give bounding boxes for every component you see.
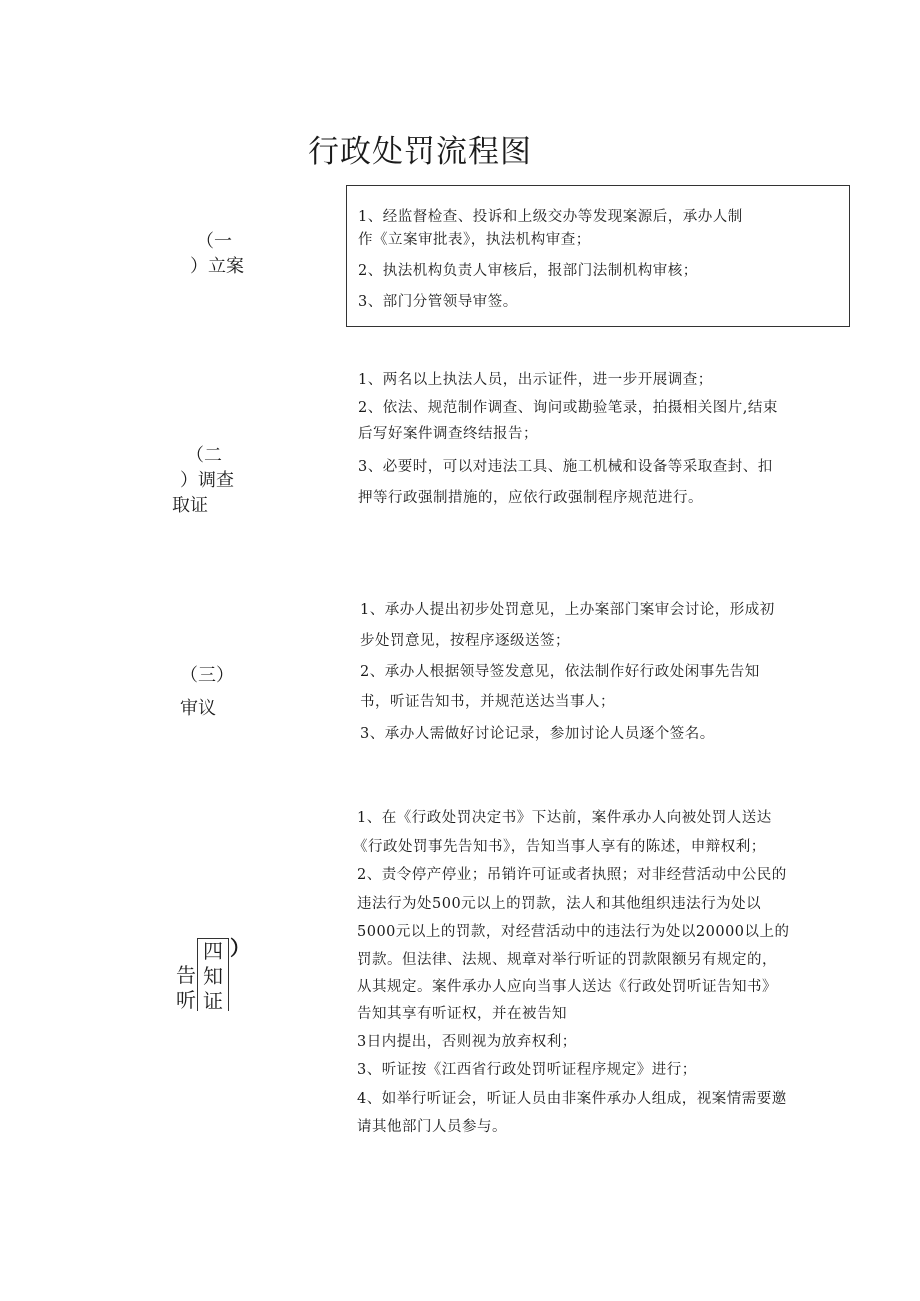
stage-2-line: 2、依法、规范制作调查、询问或勘验笔录，拍摄相关图片,结束 [358, 400, 778, 416]
stage-4-label-box: 四 知 证 [197, 938, 229, 1011]
stage-4-line: 1、在《行政处罚决定书》下达前，案件承办人向被处罚人送达 [357, 810, 772, 826]
stage-4-line: 请其他部门人员参与。 [357, 1119, 507, 1135]
stage-3-line: 书，听证告知书，并规范送达当事人； [360, 694, 615, 710]
stage-4-line: 3日内提出，否则视为放弃权利； [357, 1034, 577, 1050]
stage-3-line: 2、承办人根据领导签发意见，依法制作好行政处闲事先告知 [360, 664, 760, 680]
stage-4-line: 4、如举行听证会，听证人员由非案件承办人组成，视案情需要邀 [357, 1091, 787, 1107]
stage-4-label-paren: ） [230, 936, 250, 960]
stage-4-line: 违法行为处500元以上的罚款，法人和其他组织违法行为处以 [357, 896, 762, 912]
stage-1-label: （一 ）立案 [190, 231, 244, 277]
stage-3-label: （三） 审议 [180, 665, 234, 719]
stage-3-line: 1、承办人提出初步处罚意见，上办案部门案审会讨论，形成初 [360, 602, 775, 618]
stage-2-line: 3、必要时，可以对违法工具、施工机械和设备等采取查封、扣 [358, 459, 773, 475]
stage-2-line: 押等行政强制措施的，应依行政强制程序规范进行。 [358, 490, 703, 506]
stage-1-line: 2、执法机构负责人审核后，报部门法制机构审核； [358, 263, 698, 279]
stage-1-line: 3、部门分管领导审签。 [358, 294, 518, 310]
stage-4-line: 《行政处罚事先告知书》，告知当事人享有的陈述，申辩权利； [353, 839, 766, 855]
stage-1-line: 1、经监督检查、投诉和上级交办等发现案源后，承办人制 [358, 209, 743, 225]
stage-4-label-side: 告 听 [176, 963, 196, 1012]
stage-4-line: 罚款。但法律、法规、规章对举行听证的罚款限额另有规定的， [357, 952, 777, 968]
stage-2-line: 后写好案件调查终结报告； [358, 426, 538, 442]
stage-2-line: 1、两名以上执法人员，出示证件，进一步开展调查； [358, 372, 713, 388]
stage-1-line: 作《立案审批表》，执法机构审查； [358, 232, 591, 248]
stage-2-label: （二 ）调查 取证 [172, 445, 234, 516]
page-title: 行政处罚流程图 [308, 134, 532, 170]
stage-3-line: 3、承办人需做好讨论记录，参加讨论人员逐个签名。 [360, 726, 715, 742]
stage-4-line: 3、听证按《江西省行政处罚听证程序规定》进行； [357, 1062, 697, 1078]
stage-4-line: 5000元以上的罚款，对经营活动中的违法行为处以20000以上的 [357, 924, 790, 940]
stage-4-line: 2、责令停产停业；吊销许可证或者执照；对非经营活动中公民的 [357, 867, 787, 883]
stage-4-line: 告知其享有听证权，并在被告知 [357, 1006, 567, 1022]
stage-4-line: 从其规定。案件承办人应向当事人送达《行政处罚听证告知书》 [357, 979, 777, 995]
stage-3-line: 步处罚意见，按程序逐级送签； [360, 633, 570, 649]
